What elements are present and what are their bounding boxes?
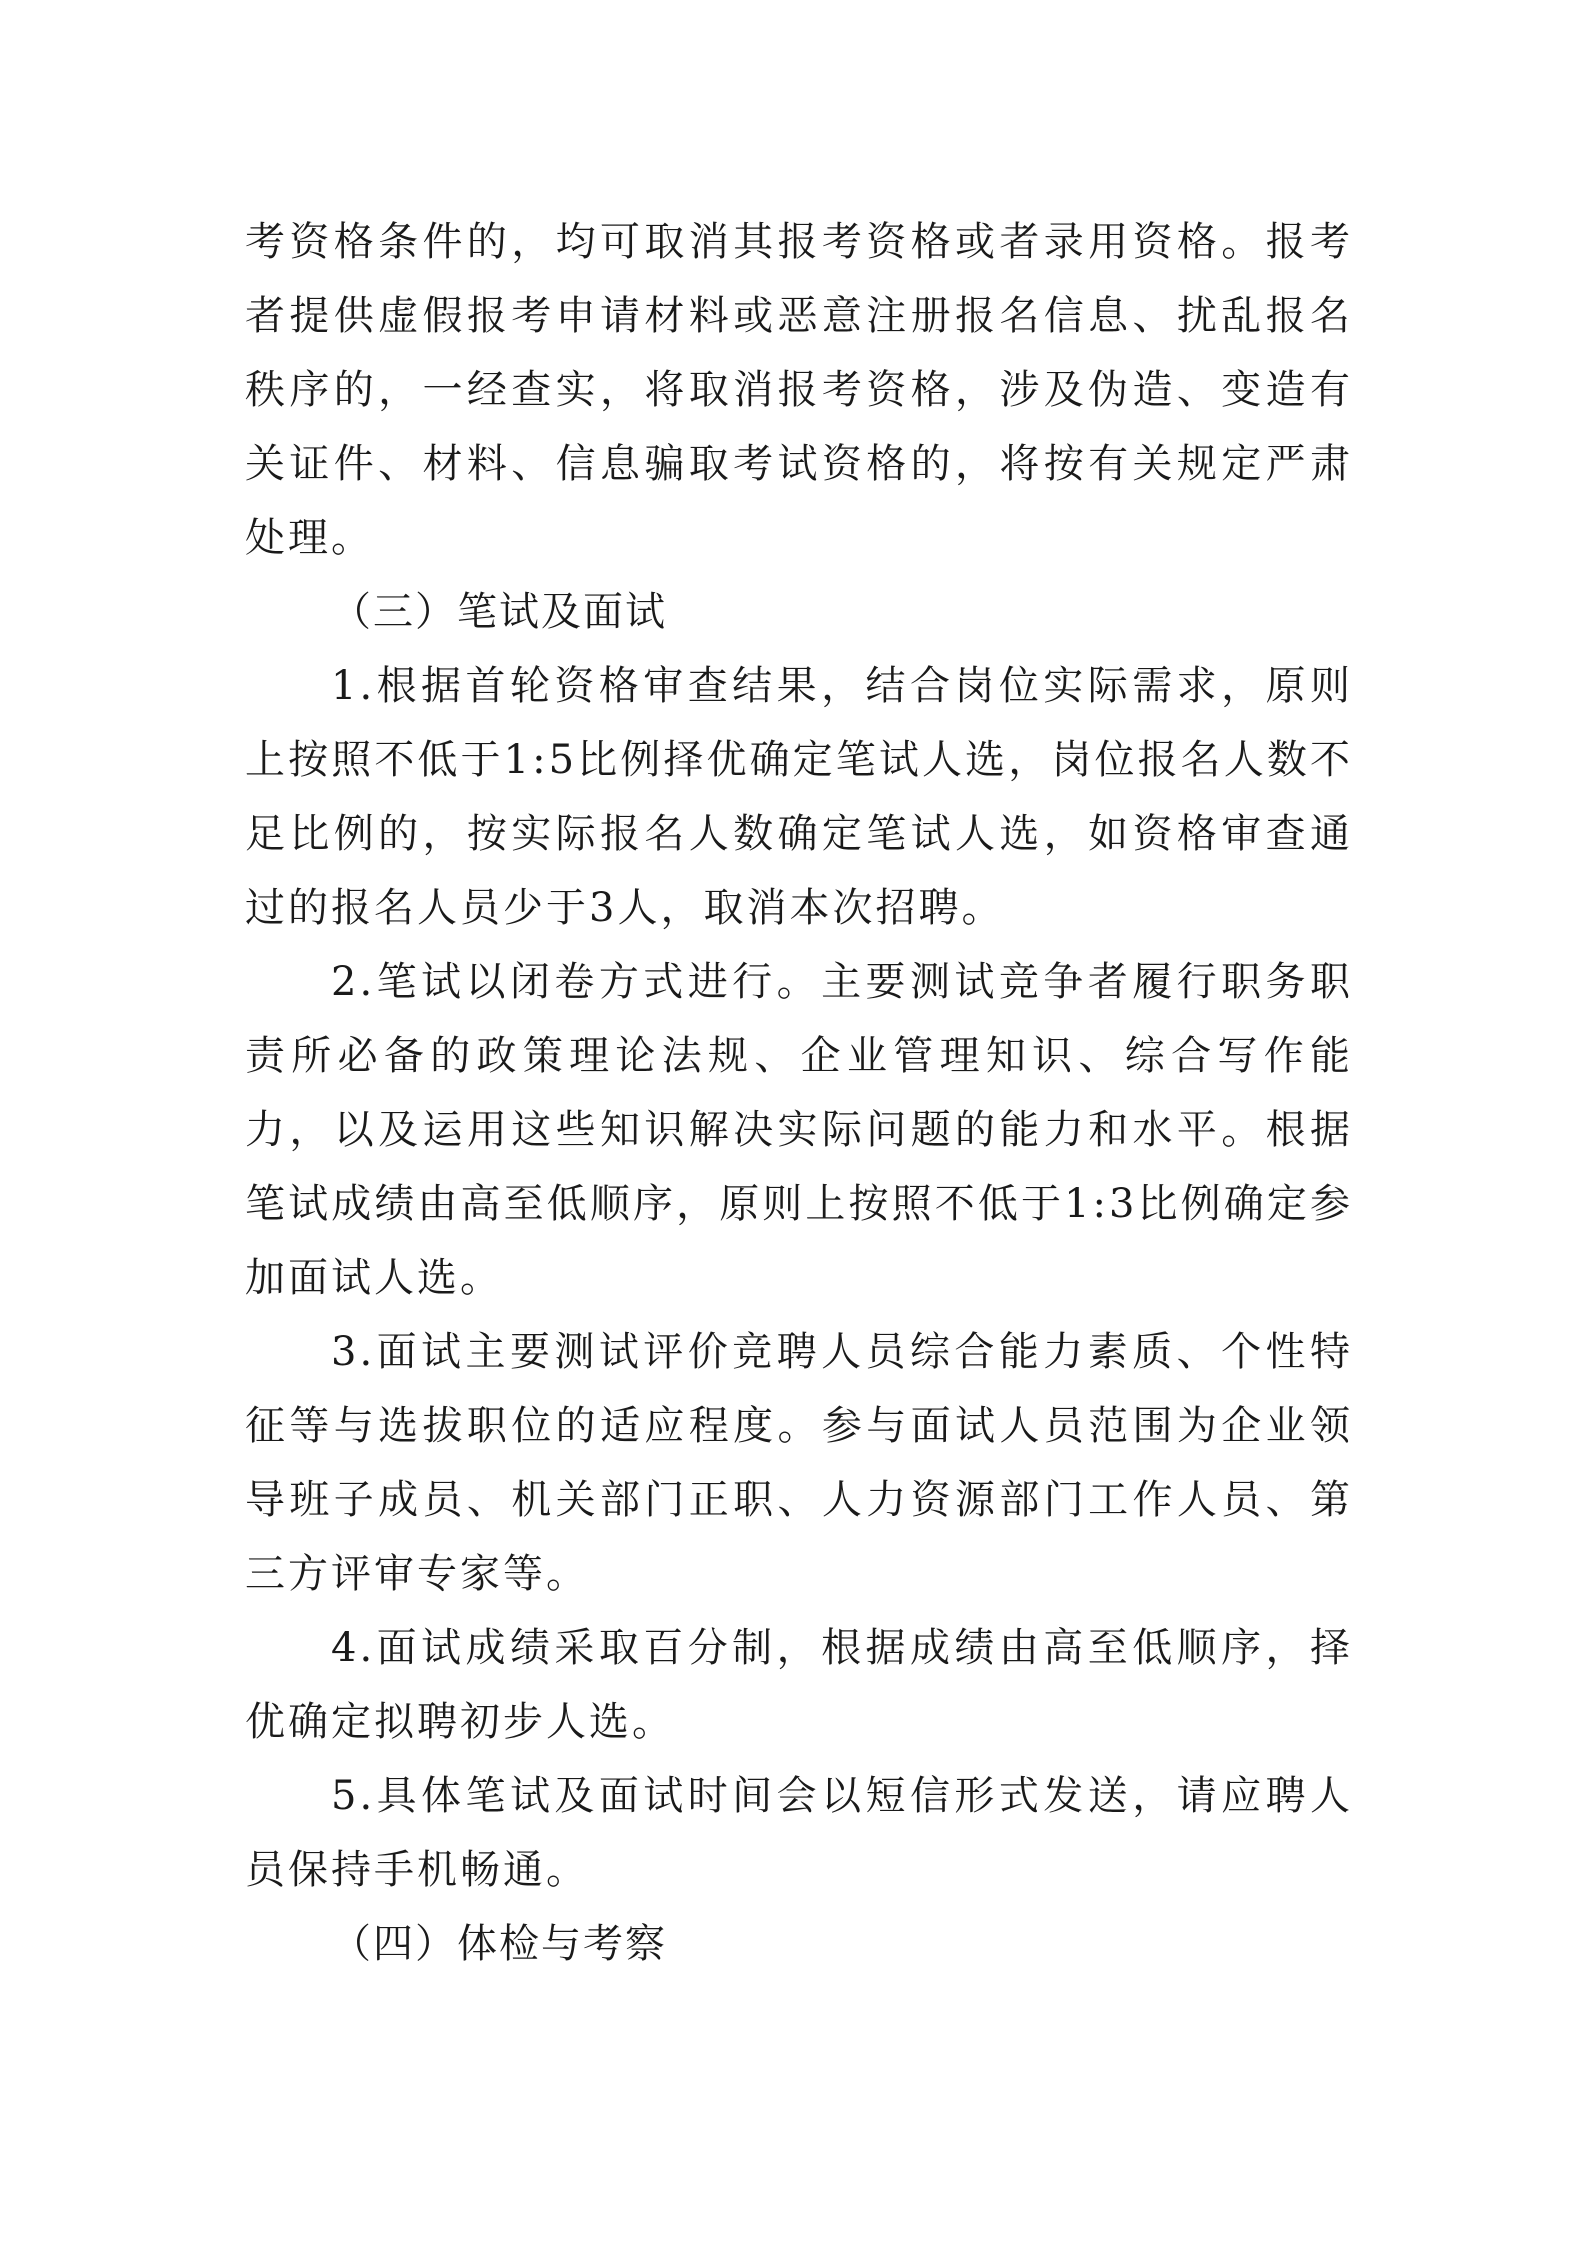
- paragraph-item-3: 3.面试主要测试评价竞聘人员综合能力素质、个性特征等与选拔职位的适应程度。参与面试人员范围为企业领导班子成员、机关部门正职、人力资源部门工作人员、第三方评审专家等。: [245, 1329, 1353, 1597]
- paragraph-item-1: 1.根据首轮资格审查结果，结合岗位实际需求，原则上按照不低于1:5比例择优确定笔试人选，岗位报名人数不足比例的，按实际报名人数确定笔试人选，如资格审查通过的报名人员少于3人，取消本次招聘。: [245, 663, 1353, 931]
- section-heading-medical-and-inspection: （四）体检与考察: [331, 1921, 667, 1967]
- paragraph-continuation: 考资格条件的，均可取消其报考资格或者录用资格。报考者提供虚假报考申请材料或恶意注册报名信息、扰乱报名秩序的，一经查实，将取消报考资格，涉及伪造、变造有关证件、材料、信息骗取考试资格的，将按有关规定严肃处理。: [245, 219, 1353, 561]
- paragraph-item-4: 4.面试成绩采取百分制，根据成绩由高至低顺序，择优确定拟聘初步人选。: [245, 1625, 1353, 1745]
- document-body: [245, 205, 1353, 1981]
- paragraph-item-5: 5.具体笔试及面试时间会以短信形式发送，请应聘人员保持手机畅通。: [245, 1773, 1353, 1893]
- paragraph-item-2: 2.笔试以闭卷方式进行。主要测试竞争者履行职务职责所必备的政策理论法规、企业管理知识、综合写作能力，以及运用这些知识解决实际问题的能力和水平。根据笔试成绩由高至低顺序，原则上按照不低于1:3比例确定参加面试人选。: [245, 959, 1353, 1301]
- section-heading-written-and-interview: （三）笔试及面试: [331, 589, 667, 635]
